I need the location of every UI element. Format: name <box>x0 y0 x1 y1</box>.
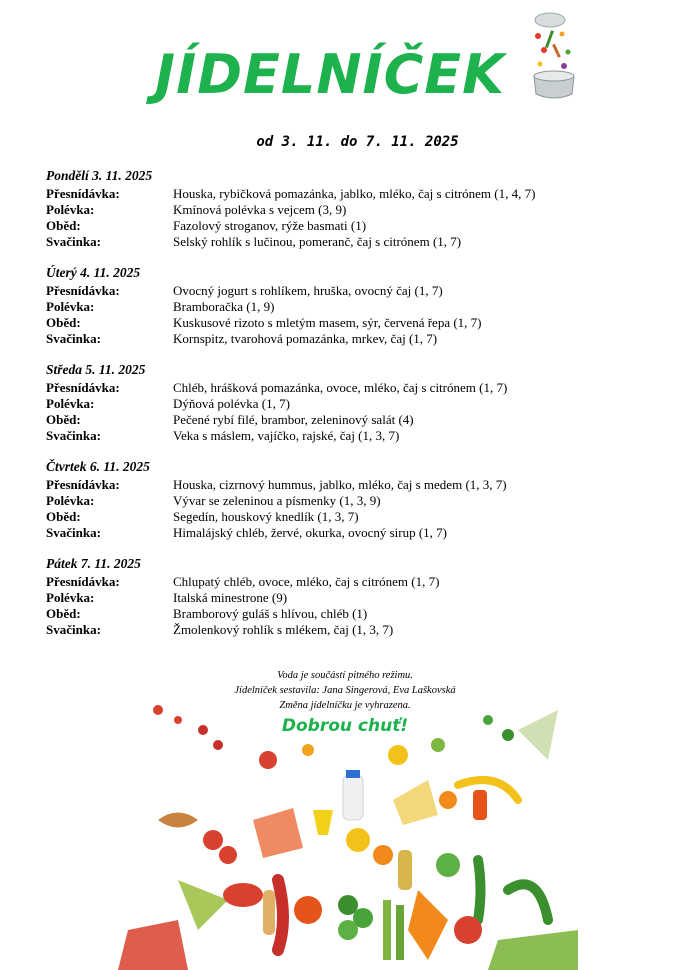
meal-row <box>46 493 666 509</box>
day-wednesday <box>46 360 666 444</box>
day-title: Středa 5. 11. 2025 <box>46 362 146 377</box>
footer-line: Voda je součástí pitného režimu. <box>277 670 413 681</box>
meal-row <box>46 590 666 606</box>
meal-value: Italská minestrone (9) <box>173 590 288 605</box>
meal-value: Fazolový stroganov, rýže basmati (1) <box>173 218 367 233</box>
meal-row <box>46 525 666 541</box>
meal-value: Žmolenkový rohlík s mlékem, čaj (1, 3, 7) <box>173 622 394 637</box>
meal-row <box>46 509 666 525</box>
footer-line: Jídelníček sestavila: Jana Singerová, Eva Laškovská <box>234 685 456 696</box>
meal-value: Vývar se zeleninou a písmenky (1, 3, 9) <box>173 493 381 508</box>
day-friday <box>46 554 666 638</box>
meal-label: Polévka: <box>46 299 95 314</box>
meal-row <box>46 396 666 412</box>
meal-row <box>46 606 666 622</box>
meal-label: Svačinka: <box>46 622 101 637</box>
meal-row <box>46 186 666 202</box>
date-range: od 3. 11. do 7. 11. 2025 <box>256 134 459 150</box>
meal-value: Bramborový guláš s hlívou, chléb (1) <box>173 606 368 621</box>
meal-value: Kornspitz, tvarohová pomazánka, mrkev, čaj (1, 7) <box>173 331 438 346</box>
meal-label: Přesnídávka: <box>46 574 120 589</box>
meal-label: Přesnídávka: <box>46 380 120 395</box>
closing-message: Dobrou chuť! <box>281 716 409 736</box>
cooking-pot-icon <box>528 6 580 102</box>
page-title: JÍDELNÍČEK <box>155 43 505 106</box>
day-title: Pondělí 3. 11. 2025 <box>46 168 153 183</box>
meal-row <box>46 331 666 347</box>
meal-value: Bramboračka (1, 9) <box>173 299 275 314</box>
meal-value: Chlupatý chléb, ovoce, mléko, čaj s citrónem (1, 7) <box>173 574 440 589</box>
meal-value: Veka s máslem, vajíčko, rajské, čaj (1, 3, 7) <box>173 428 400 443</box>
meal-label: Přesnídávka: <box>46 186 120 201</box>
meal-value: Selský rohlík s lučinou, pomeranč, čaj s citrónem (1, 7) <box>173 234 462 249</box>
meal-label: Oběd: <box>46 315 81 330</box>
day-title: Pátek 7. 11. 2025 <box>46 556 141 571</box>
day-monday <box>46 166 666 250</box>
meal-label: Svačinka: <box>46 331 101 346</box>
meal-value: Himalájský chléb, žervé, okurka, ovocný sirup (1, 7) <box>173 525 448 540</box>
day-title: Čtvrtek 6. 11. 2025 <box>46 459 150 474</box>
meal-row <box>46 234 666 250</box>
meal-label: Oběd: <box>46 606 81 621</box>
meal-value: Kuskusové rizoto s mletým masem, sýr, červená řepa (1, 7) <box>173 315 482 330</box>
day-title: Úterý 4. 11. 2025 <box>46 265 141 280</box>
meal-row <box>46 283 666 299</box>
meal-value: Chléb, hrášková pomazánka, ovoce, mléko, čaj s citrónem (1, 7) <box>173 380 508 395</box>
meal-row <box>46 428 666 444</box>
footer-line: Změna jídelníčku je vyhrazena. <box>279 700 411 711</box>
meal-value: Kmínová polévka s vejcem (3, 9) <box>173 202 347 217</box>
meal-row <box>46 622 666 638</box>
meal-row <box>46 380 666 396</box>
meal-value: Dýňová polévka (1, 7) <box>173 396 290 411</box>
meal-label: Polévka: <box>46 396 95 411</box>
meal-value: Houska, cizrnový hummus, jablko, mléko, čaj s medem (1, 3, 7) <box>173 477 507 492</box>
meal-value: Pečené rybí filé, brambor, zeleninový salát (4) <box>173 412 414 427</box>
meal-row <box>46 299 666 315</box>
meal-row <box>46 574 666 590</box>
meal-label: Oběd: <box>46 412 81 427</box>
footer-notes <box>180 668 510 713</box>
weekly-menu <box>46 166 666 651</box>
meal-value: Ovocný jogurt s rohlíkem, hruška, ovocný čaj (1, 7) <box>173 283 443 298</box>
meal-label: Svačinka: <box>46 428 101 443</box>
meal-label: Svačinka: <box>46 525 101 540</box>
meal-row <box>46 477 666 493</box>
day-thursday <box>46 457 666 541</box>
meal-value: Houska, rybičková pomazánka, jablko, mléko, čaj s citrónem (1, 4, 7) <box>173 186 536 201</box>
meal-label: Přesnídávka: <box>46 477 120 492</box>
meal-row <box>46 218 666 234</box>
meal-value: Segedín, houskový knedlík (1, 3, 7) <box>173 509 359 524</box>
meal-label: Oběd: <box>46 509 81 524</box>
meal-label: Svačinka: <box>46 234 101 249</box>
meal-row <box>46 412 666 428</box>
meal-label: Oběd: <box>46 218 81 233</box>
day-tuesday <box>46 263 666 347</box>
meal-label: Polévka: <box>46 493 95 508</box>
meal-label: Polévka: <box>46 202 95 217</box>
meal-row <box>46 202 666 218</box>
meal-label: Přesnídávka: <box>46 283 120 298</box>
meal-label: Polévka: <box>46 590 95 605</box>
meal-row <box>46 315 666 331</box>
